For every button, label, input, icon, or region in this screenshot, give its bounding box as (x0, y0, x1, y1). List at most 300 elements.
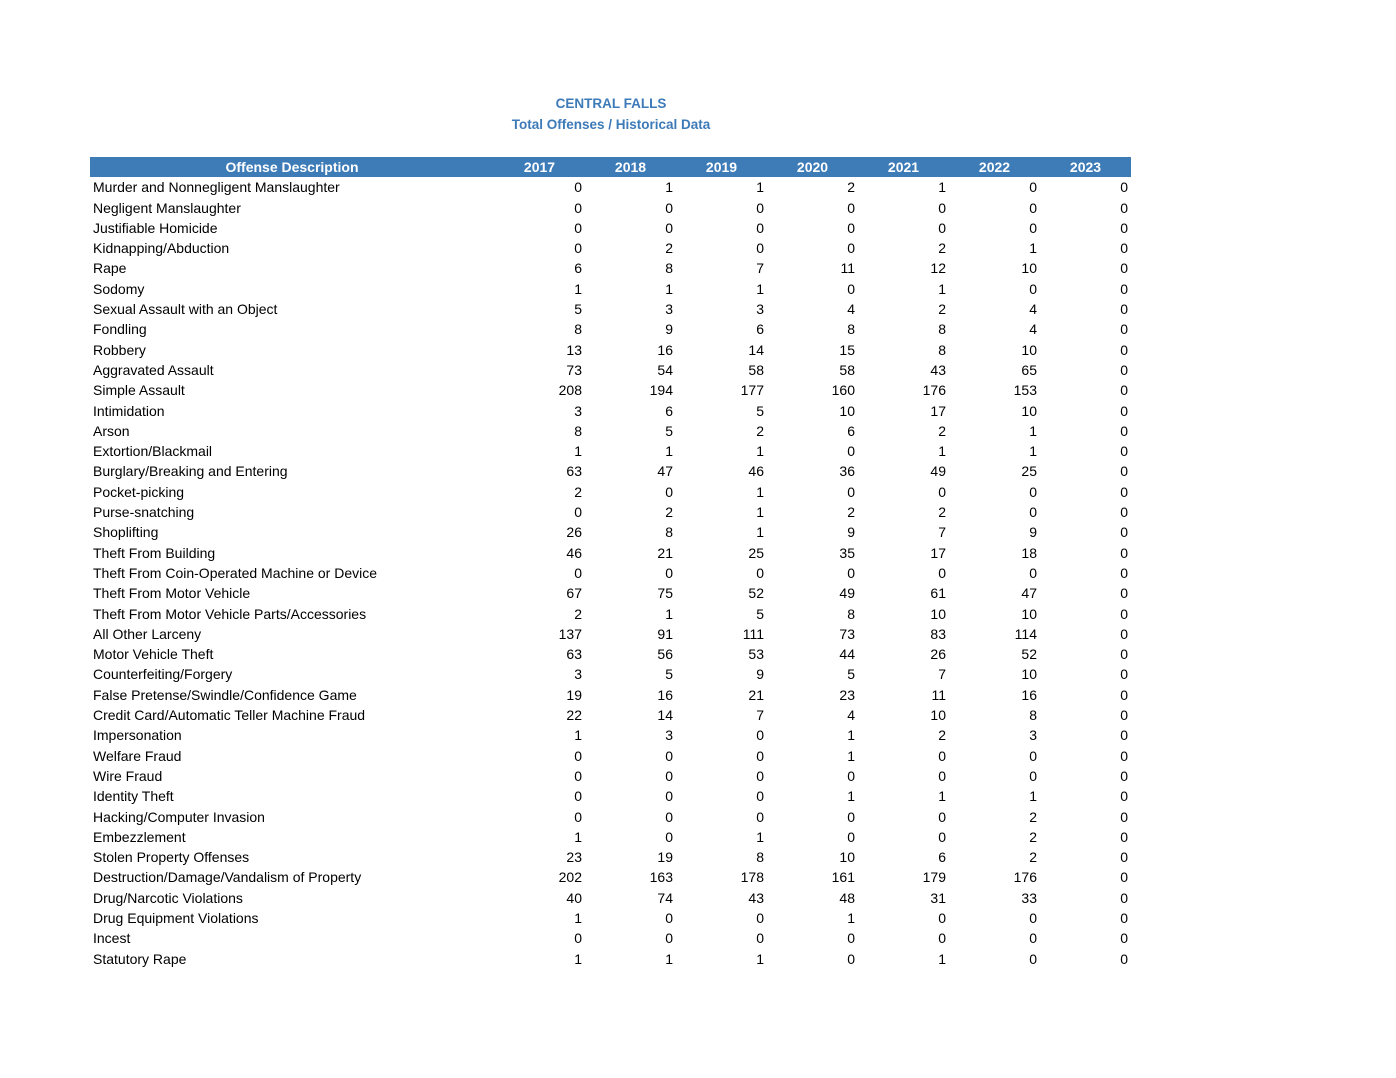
offense-count-cell: 61 (930, 585, 946, 602)
offense-count-cell: 0 (1029, 950, 1037, 967)
offense-count-cell: 1 (1029, 788, 1037, 805)
offense-count-cell: 0 (1120, 382, 1128, 399)
table-row (90, 786, 1131, 806)
column-header-offense-description: Offense Description (90, 157, 494, 177)
offense-count-cell: 8 (574, 422, 582, 439)
offense-count-cell: 2 (1029, 808, 1037, 825)
offense-count-cell: 47 (657, 463, 673, 480)
table-row (90, 198, 1131, 218)
table-row (90, 746, 1131, 766)
offense-count-cell: 0 (756, 808, 764, 825)
offense-count-cell: 111 (742, 625, 764, 642)
table-header-row (90, 157, 1131, 177)
offense-count-cell: 17 (930, 544, 946, 561)
table-row (90, 279, 1131, 299)
offense-count-cell: 0 (1120, 483, 1128, 500)
offense-count-cell: 0 (1120, 422, 1128, 439)
offense-count-cell: 3 (665, 727, 673, 744)
offense-count-cell: 1 (574, 280, 582, 297)
offense-count-cell: 52 (1021, 646, 1037, 663)
offense-count-cell: 1 (756, 504, 764, 521)
table-row (90, 441, 1131, 461)
offense-count-cell: 91 (657, 625, 673, 642)
offense-count-cell: 2 (1029, 828, 1037, 845)
table-row (90, 502, 1131, 522)
offense-count-cell: 2 (938, 422, 946, 439)
offense-count-cell: 1 (1029, 443, 1037, 460)
offense-count-cell: 52 (748, 585, 764, 602)
offense-count-cell: 18 (1021, 544, 1037, 561)
table-row (90, 624, 1131, 644)
offense-count-cell: 1 (756, 443, 764, 460)
offense-count-cell: 0 (756, 788, 764, 805)
offense-count-cell: 0 (574, 930, 582, 947)
offense-description-cell: Incest (93, 930, 131, 947)
table-row (90, 401, 1131, 421)
column-header-year: 2017 (494, 157, 585, 177)
offense-count-cell: 9 (665, 321, 673, 338)
offense-count-cell: 4 (847, 301, 855, 318)
offense-count-cell: 0 (1120, 240, 1128, 257)
offense-count-cell: 8 (938, 321, 946, 338)
offense-count-cell: 1 (665, 179, 673, 196)
table-row (90, 238, 1131, 258)
table-row (90, 299, 1131, 319)
offense-count-cell: 4 (1029, 321, 1037, 338)
offense-count-cell: 1 (1029, 422, 1037, 439)
offense-count-cell: 0 (574, 788, 582, 805)
offense-count-cell: 0 (1120, 869, 1128, 886)
offense-count-cell: 0 (756, 930, 764, 947)
offense-count-cell: 1 (574, 950, 582, 967)
offense-count-cell: 0 (938, 828, 946, 845)
offense-count-cell: 23 (839, 686, 855, 703)
table-row (90, 218, 1131, 238)
offense-count-cell: 36 (839, 463, 855, 480)
offense-count-cell: 0 (1120, 605, 1128, 622)
offense-count-cell: 67 (566, 585, 582, 602)
table-row (90, 807, 1131, 827)
table-body (90, 177, 1131, 969)
offense-count-cell: 202 (558, 869, 582, 886)
offense-count-cell: 8 (574, 321, 582, 338)
table-row (90, 177, 1131, 197)
offense-count-cell: 46 (748, 463, 764, 480)
offense-count-cell: 1 (938, 179, 946, 196)
offense-count-cell: 25 (748, 544, 764, 561)
offense-description-cell: All Other Larceny (93, 625, 202, 642)
offense-count-cell: 2 (938, 727, 946, 744)
offense-count-cell: 0 (1120, 950, 1128, 967)
offense-count-cell: 0 (1120, 889, 1128, 906)
table-row (90, 685, 1131, 705)
offense-count-cell: 0 (847, 219, 855, 236)
offense-count-cell: 16 (1021, 686, 1037, 703)
offense-count-cell: 0 (574, 179, 582, 196)
offense-count-cell: 19 (657, 849, 673, 866)
offense-count-cell: 137 (558, 625, 582, 642)
offense-count-cell: 1 (574, 828, 582, 845)
offense-description-cell: Extortion/Blackmail (93, 443, 213, 460)
offense-description-cell: Theft From Building (93, 544, 216, 561)
offense-count-cell: 0 (665, 930, 673, 947)
offense-count-cell: 14 (657, 707, 673, 724)
offense-count-cell: 0 (1120, 443, 1128, 460)
offense-count-cell: 160 (831, 382, 855, 399)
offense-count-cell: 0 (1120, 544, 1128, 561)
table-row (90, 705, 1131, 725)
offense-description-cell: Robbery (93, 341, 146, 358)
offense-count-cell: 10 (1021, 402, 1037, 419)
table-row (90, 725, 1131, 745)
offense-count-cell: 0 (756, 767, 764, 784)
offense-count-cell: 0 (1029, 504, 1037, 521)
offense-count-cell: 1 (938, 443, 946, 460)
offense-description-cell: Theft From Motor Vehicle (93, 585, 251, 602)
offense-count-cell: 0 (1120, 788, 1128, 805)
table-row (90, 421, 1131, 441)
offense-count-cell: 0 (756, 219, 764, 236)
offense-count-cell: 9 (756, 666, 764, 683)
offense-description-cell: Motor Vehicle Theft (93, 646, 214, 663)
offense-count-cell: 179 (922, 869, 946, 886)
offense-count-cell: 0 (1120, 199, 1128, 216)
offense-count-cell: 8 (665, 524, 673, 541)
offense-count-cell: 0 (1120, 747, 1128, 764)
offense-count-cell: 0 (847, 950, 855, 967)
offense-count-cell: 7 (938, 666, 946, 683)
offense-count-cell: 0 (938, 930, 946, 947)
offense-count-cell: 1 (756, 483, 764, 500)
offense-count-cell: 0 (1120, 280, 1128, 297)
offense-count-cell: 8 (1029, 707, 1037, 724)
offense-count-cell: 63 (566, 463, 582, 480)
offense-count-cell: 0 (1120, 646, 1128, 663)
offense-count-cell: 21 (657, 544, 673, 561)
offense-count-cell: 5 (665, 666, 673, 683)
offense-count-cell: 0 (938, 747, 946, 764)
offense-count-cell: 2 (847, 504, 855, 521)
offense-count-cell: 6 (665, 402, 673, 419)
offense-count-cell: 83 (930, 625, 946, 642)
offense-count-cell: 43 (930, 361, 946, 378)
offense-count-cell: 153 (1013, 382, 1037, 399)
offense-count-cell: 0 (938, 767, 946, 784)
offense-description-cell: Credit Card/Automatic Teller Machine Fraud (93, 707, 366, 724)
offense-count-cell: 16 (657, 341, 673, 358)
offense-count-cell: 2 (1029, 849, 1037, 866)
offense-count-cell: 56 (657, 646, 673, 663)
offense-count-cell: 26 (930, 646, 946, 663)
offense-count-cell: 0 (665, 767, 673, 784)
offense-count-cell: 1 (938, 950, 946, 967)
offense-count-cell: 47 (1021, 585, 1037, 602)
table-row (90, 766, 1131, 786)
offense-count-cell: 0 (574, 219, 582, 236)
offense-count-cell: 40 (566, 889, 582, 906)
offense-description-cell: Purse-snatching (93, 504, 195, 521)
offense-count-cell: 0 (847, 199, 855, 216)
offense-count-cell: 4 (847, 707, 855, 724)
table-row (90, 543, 1131, 563)
offense-count-cell: 1 (574, 443, 582, 460)
offense-count-cell: 0 (756, 727, 764, 744)
table-row (90, 644, 1131, 664)
offense-description-cell: Drug Equipment Violations (93, 909, 259, 926)
offense-count-cell: 7 (756, 707, 764, 724)
offense-table (90, 157, 1131, 969)
offense-count-cell: 8 (665, 260, 673, 277)
offense-count-cell: 26 (566, 524, 582, 541)
offense-count-cell: 1 (665, 280, 673, 297)
offense-description-cell: Embezzlement (93, 828, 186, 845)
table-row (90, 908, 1131, 928)
offense-count-cell: 11 (931, 686, 946, 703)
offense-count-cell: 58 (748, 361, 764, 378)
offense-count-cell: 0 (938, 564, 946, 581)
offense-count-cell: 0 (1120, 849, 1128, 866)
offense-count-cell: 0 (1029, 564, 1037, 581)
offense-count-cell: 0 (574, 504, 582, 521)
offense-count-cell: 0 (665, 564, 673, 581)
table-row (90, 583, 1131, 603)
offense-count-cell: 25 (1021, 463, 1037, 480)
offense-count-cell: 0 (847, 280, 855, 297)
offense-description-cell: Arson (93, 422, 130, 439)
offense-count-cell: 10 (930, 605, 946, 622)
report-subtitle: Total Offenses / Historical Data (511, 117, 711, 132)
table-row (90, 928, 1131, 948)
offense-count-cell: 176 (922, 382, 946, 399)
offense-count-cell: 46 (566, 544, 582, 561)
offense-count-cell: 8 (938, 341, 946, 358)
offense-count-cell: 1 (756, 828, 764, 845)
offense-count-cell: 0 (574, 808, 582, 825)
offense-description-cell: Shoplifting (93, 524, 159, 541)
offense-count-cell: 73 (566, 361, 582, 378)
offense-count-cell: 10 (839, 402, 855, 419)
offense-description-cell: Drug/Narcotic Violations (93, 889, 243, 906)
offense-count-cell: 0 (847, 443, 855, 460)
offense-count-cell: 0 (665, 199, 673, 216)
offense-count-cell: 12 (930, 260, 946, 277)
offense-count-cell: 0 (1120, 564, 1128, 581)
offense-count-cell: 0 (665, 788, 673, 805)
column-header-year: 2020 (767, 157, 858, 177)
offense-count-cell: 0 (1029, 280, 1037, 297)
offense-count-cell: 15 (839, 341, 855, 358)
offense-count-cell: 208 (558, 382, 582, 399)
offense-count-cell: 178 (740, 869, 764, 886)
offense-count-cell: 0 (1120, 301, 1128, 318)
offense-count-cell: 0 (1120, 909, 1128, 926)
offense-count-cell: 1 (847, 727, 855, 744)
offense-count-cell: 163 (649, 869, 673, 886)
offense-count-cell: 2 (938, 504, 946, 521)
offense-description-cell: Hacking/Computer Invasion (93, 808, 265, 825)
offense-count-cell: 1 (756, 950, 764, 967)
offense-count-cell: 0 (938, 219, 946, 236)
offense-count-cell: 0 (665, 219, 673, 236)
offense-description-cell: Theft From Motor Vehicle Parts/Accessories (93, 605, 367, 622)
offense-count-cell: 16 (657, 686, 673, 703)
table-row (90, 461, 1131, 481)
offense-count-cell: 73 (839, 625, 855, 642)
offense-description-cell: Stolen Property Offenses (93, 849, 250, 866)
offense-count-cell: 31 (930, 889, 946, 906)
offense-count-cell: 58 (839, 361, 855, 378)
offense-count-cell: 0 (847, 930, 855, 947)
offense-count-cell: 0 (847, 767, 855, 784)
report-title: CENTRAL FALLS (555, 96, 667, 111)
column-header-year: 2018 (585, 157, 676, 177)
offense-count-cell: 1 (574, 909, 582, 926)
column-header-year: 2023 (1040, 157, 1131, 177)
offense-count-cell: 0 (938, 909, 946, 926)
offense-description-cell: Kidnapping/Abduction (93, 240, 230, 257)
offense-count-cell: 1 (938, 280, 946, 297)
table-row (90, 522, 1131, 542)
offense-count-cell: 19 (566, 686, 582, 703)
offense-count-cell: 1 (756, 524, 764, 541)
offense-count-cell: 3 (665, 301, 673, 318)
offense-count-cell: 2 (938, 240, 946, 257)
offense-count-cell: 5 (847, 666, 855, 683)
offense-count-cell: 0 (1120, 361, 1128, 378)
offense-count-cell: 6 (847, 422, 855, 439)
offense-description-cell: Justifiable Homicide (93, 219, 218, 236)
offense-description-cell: Intimidation (93, 402, 165, 419)
offense-count-cell: 9 (1029, 524, 1037, 541)
offense-description-cell: Identity Theft (93, 788, 174, 805)
offense-description-cell: False Pretense/Swindle/Confidence Game (93, 686, 357, 703)
offense-count-cell: 17 (930, 402, 946, 419)
offense-count-cell: 0 (1120, 321, 1128, 338)
offense-count-cell: 0 (1120, 727, 1128, 744)
column-header-year: 2019 (676, 157, 767, 177)
offense-count-cell: 176 (1013, 869, 1037, 886)
offense-count-cell: 0 (756, 199, 764, 216)
offense-count-cell: 3 (756, 301, 764, 318)
offense-count-cell: 0 (1029, 747, 1037, 764)
offense-count-cell: 9 (847, 524, 855, 541)
offense-count-cell: 0 (1120, 686, 1128, 703)
offense-count-cell: 10 (930, 707, 946, 724)
offense-description-cell: Sexual Assault with an Object (93, 301, 278, 318)
offense-count-cell: 0 (1120, 585, 1128, 602)
offense-count-cell: 0 (574, 747, 582, 764)
offense-count-cell: 1 (665, 950, 673, 967)
offense-count-cell: 53 (748, 646, 764, 663)
table-row (90, 319, 1131, 339)
offense-count-cell: 0 (665, 483, 673, 500)
offense-count-cell: 0 (1120, 179, 1128, 196)
offense-description-cell: Pocket-picking (93, 483, 185, 500)
offense-count-cell: 0 (1029, 199, 1037, 216)
offense-count-cell: 194 (649, 382, 673, 399)
offense-count-cell: 2 (756, 422, 764, 439)
offense-count-cell: 0 (665, 909, 673, 926)
offense-count-cell: 0 (1120, 930, 1128, 947)
offense-count-cell: 0 (665, 808, 673, 825)
offense-count-cell: 0 (1120, 808, 1128, 825)
offense-count-cell: 10 (1021, 341, 1037, 358)
offense-count-cell: 54 (657, 361, 673, 378)
offense-count-cell: 6 (756, 321, 764, 338)
offense-description-cell: Statutory Rape (93, 950, 187, 967)
offense-count-cell: 0 (1029, 179, 1037, 196)
table-row (90, 360, 1131, 380)
offense-description-cell: Welfare Fraud (93, 747, 182, 764)
offense-count-cell: 0 (574, 564, 582, 581)
offense-count-cell: 23 (566, 849, 582, 866)
offense-count-cell: 0 (1120, 666, 1128, 683)
offense-count-cell: 1 (756, 179, 764, 196)
offense-count-cell: 2 (665, 504, 673, 521)
offense-count-cell: 1 (1029, 240, 1037, 257)
offense-count-cell: 74 (657, 889, 673, 906)
offense-count-cell: 2 (574, 605, 582, 622)
offense-count-cell: 1 (847, 747, 855, 764)
offense-count-cell: 6 (574, 260, 582, 277)
offense-count-cell: 1 (847, 788, 855, 805)
offense-count-cell: 1 (574, 727, 582, 744)
offense-count-cell: 43 (748, 889, 764, 906)
offense-count-cell: 0 (1120, 625, 1128, 642)
offense-count-cell: 7 (756, 260, 764, 277)
offense-count-cell: 35 (839, 544, 855, 561)
column-header-year: 2022 (949, 157, 1040, 177)
offense-count-cell: 0 (665, 828, 673, 845)
offense-count-cell: 0 (938, 808, 946, 825)
offense-count-cell: 3 (1029, 727, 1037, 744)
table-row (90, 847, 1131, 867)
offense-count-cell: 1 (756, 280, 764, 297)
offense-description-cell: Theft From Coin-Operated Machine or Device (93, 564, 377, 581)
offense-count-cell: 0 (1120, 504, 1128, 521)
offense-count-cell: 0 (847, 240, 855, 257)
table-row (90, 340, 1131, 360)
offense-count-cell: 65 (1021, 361, 1037, 378)
offense-description-cell: Burglary/Breaking and Entering (93, 463, 288, 480)
offense-count-cell: 10 (839, 849, 855, 866)
offense-count-cell: 49 (930, 463, 946, 480)
table-row (90, 380, 1131, 400)
offense-description-cell: Counterfeiting/Forgery (93, 666, 233, 683)
offense-description-cell: Fondling (93, 321, 147, 338)
offense-count-cell: 2 (665, 240, 673, 257)
table-row (90, 604, 1131, 624)
table-row (90, 888, 1131, 908)
offense-count-cell: 1 (938, 788, 946, 805)
table-row (90, 482, 1131, 502)
offense-count-cell: 0 (574, 767, 582, 784)
offense-count-cell: 5 (756, 402, 764, 419)
table-row (90, 258, 1131, 278)
offense-count-cell: 177 (740, 382, 764, 399)
offense-count-cell: 0 (1120, 767, 1128, 784)
offense-count-cell: 5 (665, 422, 673, 439)
offense-count-cell: 2 (847, 179, 855, 196)
offense-count-cell: 8 (847, 321, 855, 338)
offense-count-cell: 5 (756, 605, 764, 622)
offense-count-cell: 0 (756, 747, 764, 764)
offense-count-cell: 114 (1014, 625, 1037, 642)
offense-count-cell: 0 (1120, 260, 1128, 277)
offense-count-cell: 8 (847, 605, 855, 622)
offense-count-cell: 33 (1021, 889, 1037, 906)
table-row (90, 563, 1131, 583)
